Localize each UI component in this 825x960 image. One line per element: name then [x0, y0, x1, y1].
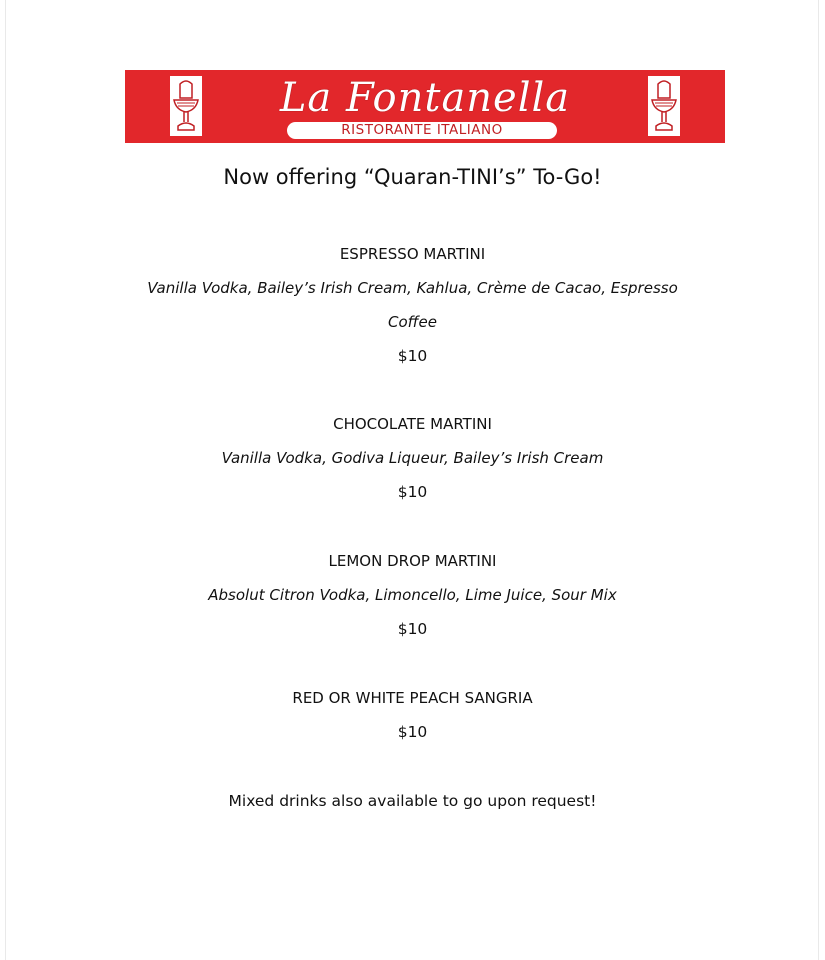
menu-item-price: $10 — [397, 347, 428, 365]
menu-item — [0, 681, 825, 749]
menu-item-description: Vanilla Vodka, Godiva Liqueur, Bailey’s Irish Cream — [221, 449, 604, 467]
menu-item-name: CHOCOLATE MARTINI — [333, 415, 492, 433]
menu-item — [0, 237, 825, 373]
menu-item-name: RED OR WHITE PEACH SANGRIA — [292, 689, 533, 707]
menu-item — [0, 407, 825, 509]
menu-item-description: Vanilla Vodka, Bailey’s Irish Cream, Kahlua, Crème de Cacao, Espresso Coffee — [147, 279, 678, 331]
menu-item-name: LEMON DROP MARTINI — [328, 552, 497, 570]
footer-note: Mixed drinks also available to go upon request! — [228, 792, 597, 810]
menu-item-price: $10 — [397, 620, 428, 638]
menu-item — [0, 544, 825, 646]
fountain-icon — [648, 76, 680, 136]
brand-name: La Fontanella — [279, 75, 571, 121]
menu-item-price: $10 — [397, 723, 428, 741]
fountain-icon — [170, 76, 202, 136]
menu-item-price: $10 — [397, 483, 428, 501]
page-headline: Now offering “Quaran-TINI’s” To-Go! — [223, 165, 602, 189]
menu-item-name: ESPRESSO MARTINI — [339, 245, 486, 263]
menu-item-description: Absolut Citron Vodka, Limoncello, Lime Juice, Sour Mix — [208, 586, 617, 604]
logo-banner — [125, 70, 725, 143]
brand-subtitle: RISTORANTE ITALIANO — [287, 122, 557, 139]
